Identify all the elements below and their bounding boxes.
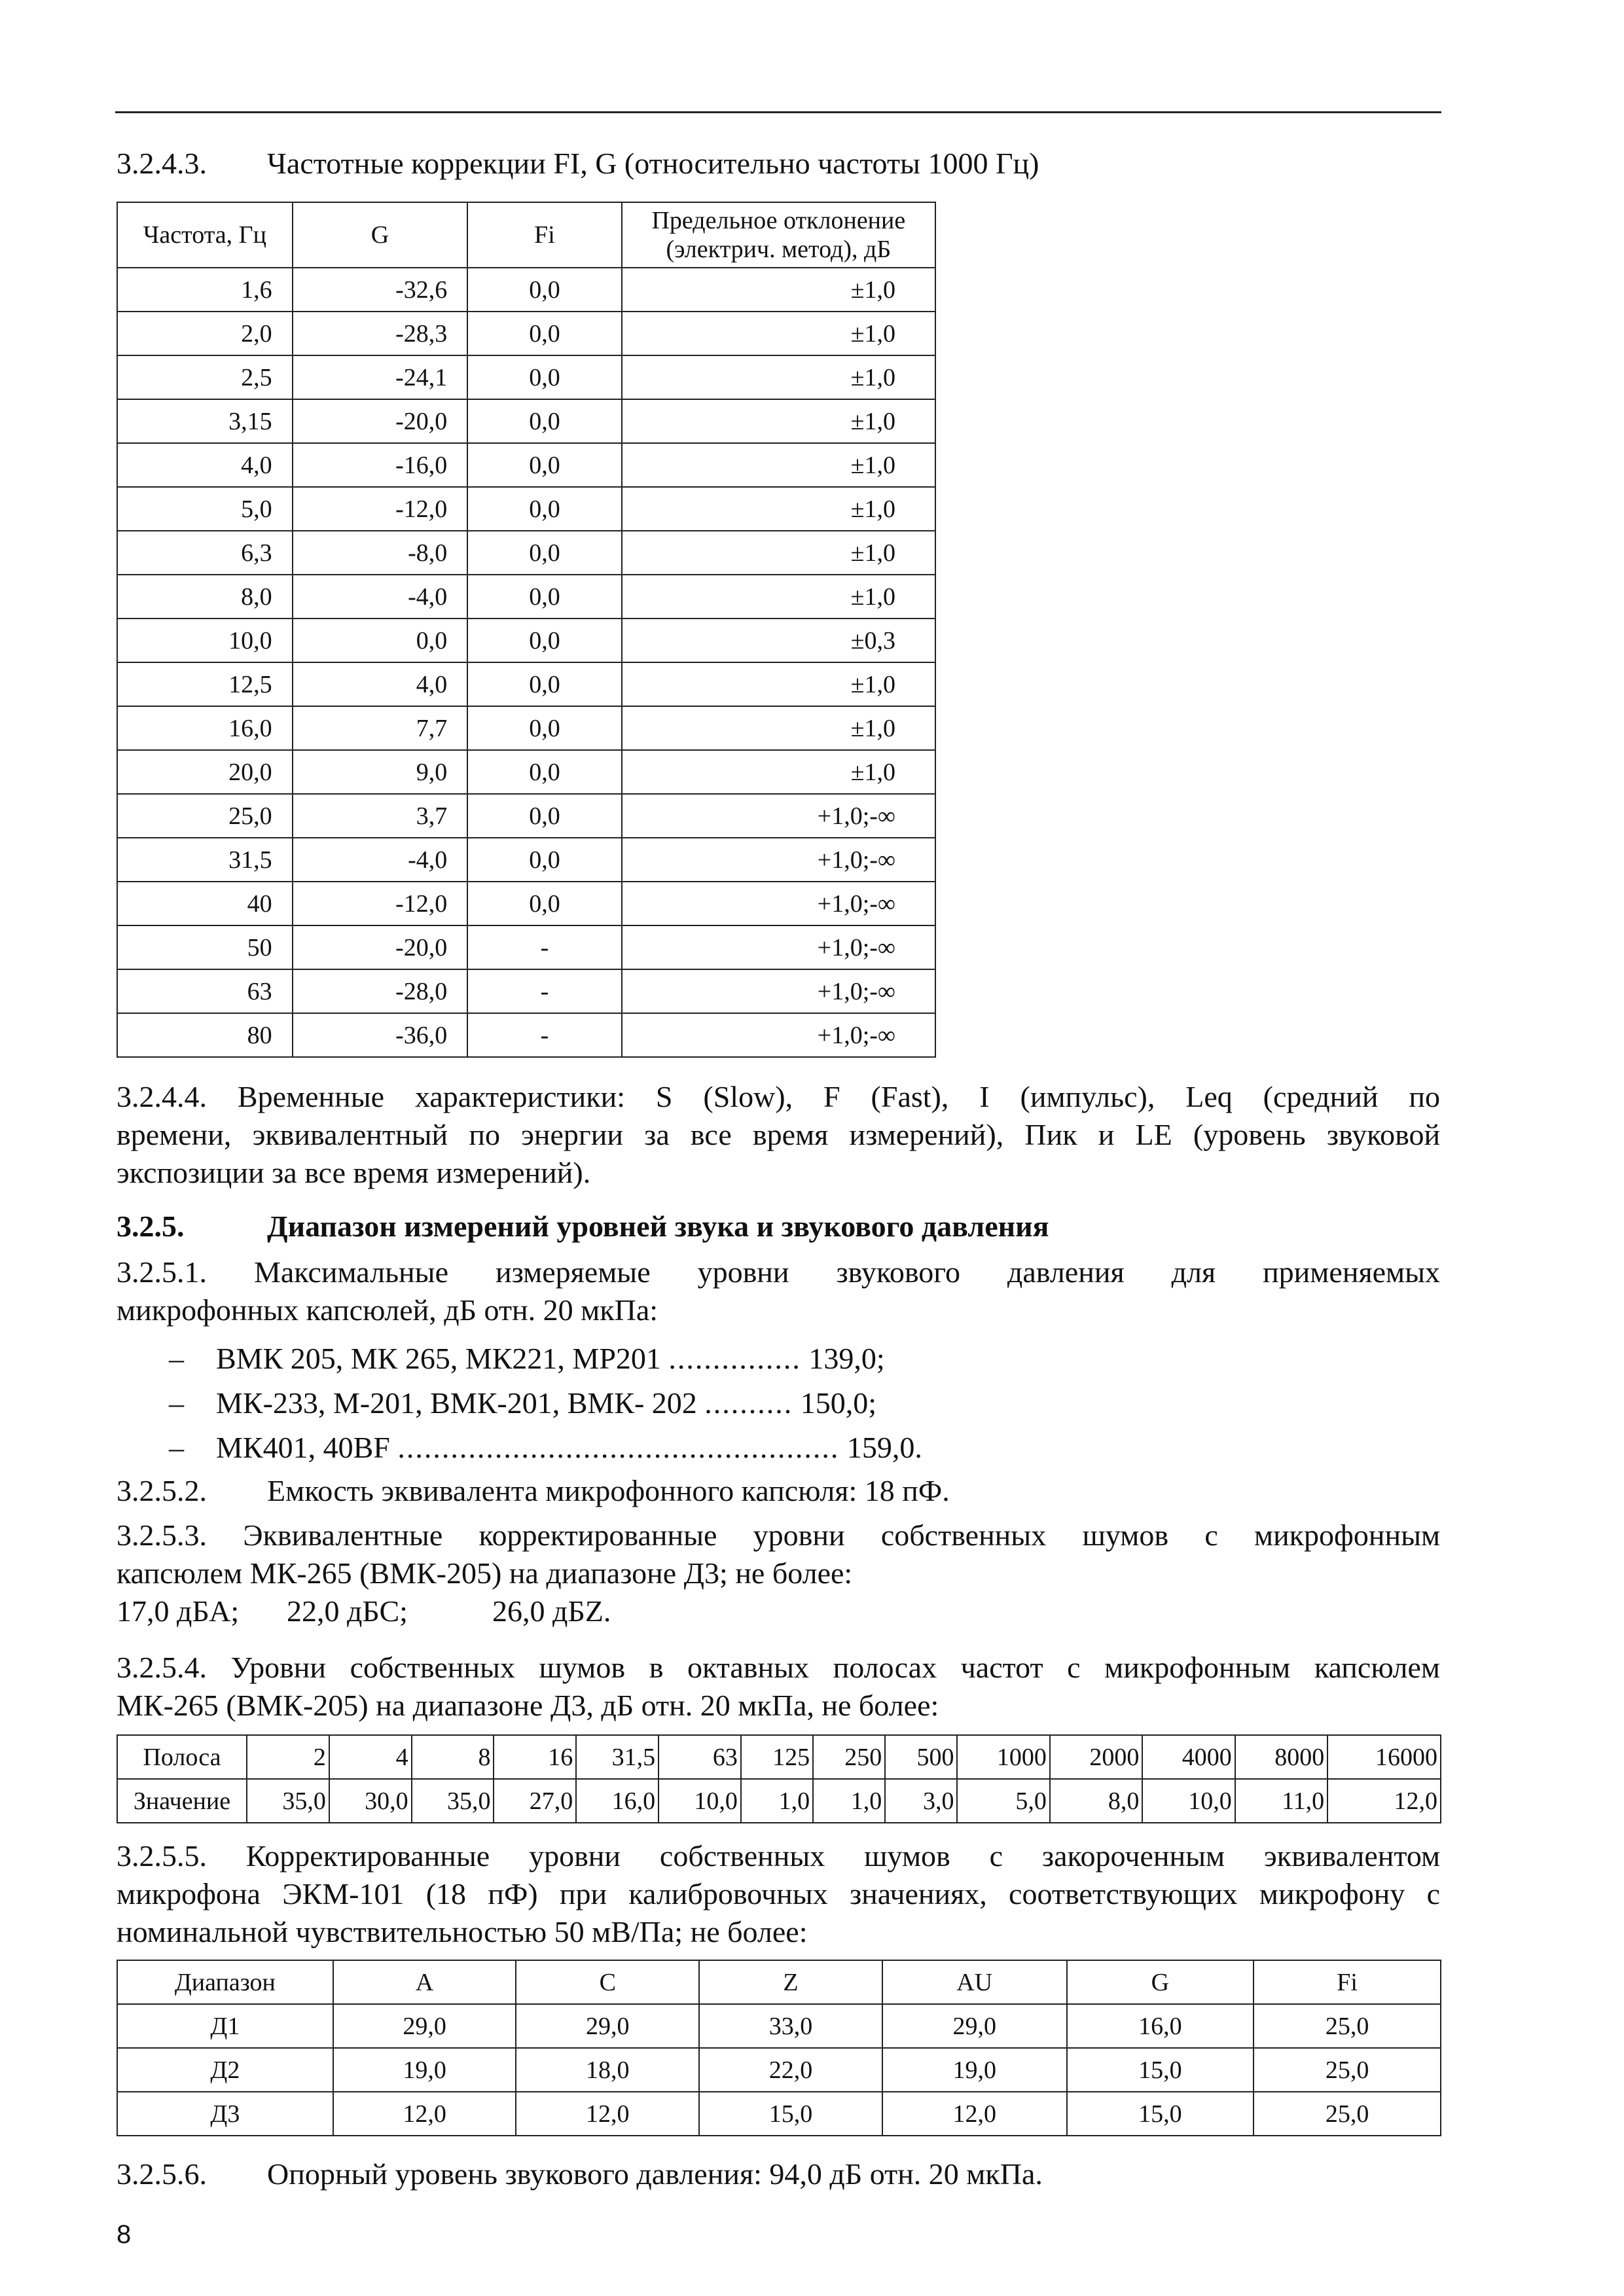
word: Корректированные xyxy=(245,1839,490,1873)
table-cell: 20,0 xyxy=(117,750,293,794)
table-cell: 35,0 xyxy=(247,1779,329,1823)
table-cell: 29,0 xyxy=(333,2004,516,2048)
table-cell: ±1,0 xyxy=(622,268,935,312)
word: микрофонным xyxy=(1104,1651,1291,1684)
table-cell: 16,0 xyxy=(1067,2004,1254,2048)
table-cell: 2000 xyxy=(1050,1735,1142,1779)
word: I xyxy=(979,1080,990,1113)
table-cell: - xyxy=(467,1013,622,1057)
table-row xyxy=(117,2092,1441,2136)
word: звукового xyxy=(836,1255,960,1289)
section-3-2-5-4-line2: МК-265 (ВМК-205) на диапазоне Д3, дБ отн. 20 мкПа, не более: xyxy=(117,1689,939,1722)
table-cell: 125 xyxy=(741,1735,813,1779)
word: с xyxy=(1204,1518,1218,1552)
table-cell: 250 xyxy=(813,1735,885,1779)
word: F xyxy=(823,1080,840,1113)
word: уровни xyxy=(529,1839,621,1873)
table-cell: 18,0 xyxy=(516,2048,699,2092)
table-cell: 16 xyxy=(494,1735,576,1779)
table-row xyxy=(117,619,935,662)
table-cell: 2 xyxy=(247,1735,329,1779)
table-cell: 19,0 xyxy=(333,2048,516,2092)
table-cell: 12,0 xyxy=(516,2092,699,2136)
word: Leq xyxy=(1185,1080,1233,1113)
table-cell: 0,0 xyxy=(467,575,622,619)
word: уровни xyxy=(697,1255,789,1289)
word: с xyxy=(1067,1651,1081,1684)
table-cell: 30,0 xyxy=(329,1779,412,1823)
table-row xyxy=(117,750,935,794)
table-cell: ±1,0 xyxy=(622,575,935,619)
section-3-2-5-4-line1 xyxy=(117,1649,1440,1686)
table-cell: 0,0 xyxy=(467,268,622,312)
table-cell: 7,7 xyxy=(293,706,468,750)
table-cell: +1,0;-∞ xyxy=(622,1013,935,1057)
table-cell: Д1 xyxy=(117,2004,333,2048)
section-3-2-5-3-line2: капсюлем МК-265 (ВМК-205) на диапазоне Д3; не более: xyxy=(117,1556,853,1590)
word: все xyxy=(690,1118,732,1151)
table-cell: -28,3 xyxy=(293,312,468,355)
table-cell: 1,6 xyxy=(117,268,293,312)
table-row xyxy=(117,355,935,399)
col-header-g: G xyxy=(293,202,468,268)
table-row xyxy=(117,312,935,355)
table-cell: 2,0 xyxy=(117,312,293,355)
table-cell: 33,0 xyxy=(699,2004,882,2048)
table-cell: ±1,0 xyxy=(622,355,935,399)
word: Максимальные xyxy=(253,1255,448,1289)
table-row xyxy=(117,969,935,1013)
table-cell: 19,0 xyxy=(882,2048,1067,2092)
table-cell: -4,0 xyxy=(293,838,468,882)
table-cell: 5,0 xyxy=(117,487,293,531)
col-header: Z xyxy=(699,1960,882,2004)
table-cell: 15,0 xyxy=(1067,2092,1254,2136)
table-cell: +1,0;-∞ xyxy=(622,925,935,969)
table-cell: -16,0 xyxy=(293,443,468,487)
table-cell: Д2 xyxy=(117,2048,333,2092)
word: 3.2.5.4. xyxy=(117,1651,207,1684)
table-row xyxy=(117,399,935,443)
table-cell: +1,0;-∞ xyxy=(622,838,935,882)
table-row xyxy=(117,1013,935,1057)
table-cell: -4,0 xyxy=(293,575,468,619)
table-cell: 16,0 xyxy=(576,1779,659,1823)
section-3-2-4-4-line1 xyxy=(117,1079,1440,1115)
table-cell: ±1,0 xyxy=(622,399,935,443)
table-cell: 500 xyxy=(885,1735,957,1779)
word: полосах xyxy=(833,1651,937,1684)
word: уровни xyxy=(753,1518,845,1552)
table-cell: 0,0 xyxy=(467,443,622,487)
table-header-row xyxy=(117,202,935,268)
row-label: Полоса xyxy=(117,1735,247,1779)
section-3-2-5-heading: 3.2.5. Диапазон измерений уровней звука и звукового давления xyxy=(117,1210,1049,1243)
word: измерений), xyxy=(849,1118,1004,1151)
table-cell: 9,0 xyxy=(293,750,468,794)
section-3-2-4-4-line2 xyxy=(117,1117,1440,1153)
word: (Slow), xyxy=(703,1080,793,1113)
col-header: AU xyxy=(882,1960,1067,2004)
word: микрофона xyxy=(117,1877,261,1910)
table-cell: 1,0 xyxy=(813,1779,885,1823)
table-cell: 25,0 xyxy=(1254,2004,1441,2048)
col-header-fi: Fi xyxy=(467,202,622,268)
col-header: C xyxy=(516,1960,699,2004)
table-cell: 0,0 xyxy=(467,487,622,531)
octave-noise-table xyxy=(117,1734,1441,1823)
table-cell: 6,3 xyxy=(117,531,293,575)
table-cell: ±1,0 xyxy=(622,706,935,750)
table-cell: 3,7 xyxy=(293,794,468,838)
word: с xyxy=(1426,1877,1441,1910)
word: Эквивалентные xyxy=(243,1518,443,1552)
table-cell: 63 xyxy=(659,1735,741,1779)
word: собственных xyxy=(350,1651,515,1684)
table-cell: 27,0 xyxy=(494,1779,576,1823)
table-cell: 25,0 xyxy=(117,794,293,838)
word: шумов xyxy=(864,1839,950,1873)
word: соответствующих xyxy=(1009,1877,1238,1910)
table-cell: +1,0;-∞ xyxy=(622,882,935,925)
word: 3.2.5.1. xyxy=(117,1255,207,1289)
word: октавных xyxy=(687,1651,810,1684)
section-3-2-5-6: 3.2.5.6. Опорный уровень звукового давления: 94,0 дБ отн. 20 мкПа. xyxy=(117,2157,1043,2191)
section-3-2-5-5-line1 xyxy=(117,1838,1440,1874)
table-row xyxy=(117,794,935,838)
word: (18 xyxy=(425,1877,467,1910)
word: в xyxy=(649,1651,664,1684)
table-row xyxy=(117,838,935,882)
table-row xyxy=(117,268,935,312)
section-3-2-5-3-values: 17,0 дБА; 22,0 дБС; 26,0 дБZ. xyxy=(117,1594,611,1628)
table-row xyxy=(117,882,935,925)
word: 3.2.5.5. xyxy=(117,1839,207,1873)
table-cell: 16,0 xyxy=(117,706,293,750)
word: с xyxy=(989,1839,1003,1873)
table-cell: 50 xyxy=(117,925,293,969)
table-cell: ±1,0 xyxy=(622,662,935,706)
table-row xyxy=(117,662,935,706)
table-cell: 15,0 xyxy=(699,2092,882,2136)
table-cell: -36,0 xyxy=(293,1013,468,1057)
table-cell: 31,5 xyxy=(576,1735,659,1779)
table-cell: 15,0 xyxy=(1067,2048,1254,2092)
table-cell: 4000 xyxy=(1142,1735,1235,1779)
word: значениях, xyxy=(849,1877,987,1910)
word: Временные xyxy=(237,1080,385,1113)
table-cell: 1,0 xyxy=(741,1779,813,1823)
table-cell: 22,0 xyxy=(699,2048,882,2092)
col-header-deviation: Предельное отклонение (электрич. метод), дБ xyxy=(622,202,935,268)
word: за xyxy=(644,1118,670,1151)
word: времени, xyxy=(117,1118,232,1151)
section-3-2-5-3-line1 xyxy=(117,1517,1440,1554)
word: шумов xyxy=(1082,1518,1169,1552)
table-cell: 0,0 xyxy=(467,355,622,399)
table-row xyxy=(117,2048,1441,2092)
word: S xyxy=(655,1080,673,1113)
table-cell: 0,0 xyxy=(467,662,622,706)
word: собственных xyxy=(880,1518,1047,1552)
table-header-row xyxy=(117,1960,1441,2004)
table-cell: ±1,0 xyxy=(622,443,935,487)
table-cell: ±1,0 xyxy=(622,487,935,531)
row-label: Значение xyxy=(117,1779,247,1823)
table-row xyxy=(117,925,935,969)
table-cell: 29,0 xyxy=(882,2004,1067,2048)
col-header: Диапазон xyxy=(117,1960,333,2004)
shorted-noise-table xyxy=(117,1960,1441,2136)
word: частот xyxy=(960,1651,1043,1684)
table-cell: 80 xyxy=(117,1013,293,1057)
page-number: 8 xyxy=(117,2220,132,2249)
list-item: – МК401, 40BF .................................................. 159,0. xyxy=(169,1431,922,1464)
word: измеряемые xyxy=(495,1255,651,1289)
table-cell: -8,0 xyxy=(293,531,468,575)
table-cell: ±1,0 xyxy=(622,312,935,355)
section-3-2-5-5-line2 xyxy=(117,1876,1440,1912)
table-cell: 8,0 xyxy=(117,575,293,619)
word: ЭКМ-101 xyxy=(282,1877,405,1910)
table-cell: 12,0 xyxy=(333,2092,516,2136)
word: звуковой xyxy=(1326,1118,1441,1151)
table-cell: 63 xyxy=(117,969,293,1013)
word: (средний xyxy=(1263,1080,1379,1113)
table-cell: 3,0 xyxy=(885,1779,957,1823)
word: 3.2.4.4. xyxy=(117,1080,207,1113)
table-cell: 25,0 xyxy=(1254,2092,1441,2136)
table-cell: 1000 xyxy=(957,1735,1049,1779)
table-cell: 0,0 xyxy=(467,619,622,662)
table-cell: 16000 xyxy=(1327,1735,1441,1779)
col-header: G xyxy=(1067,1960,1254,2004)
word: эквивалентом xyxy=(1264,1839,1441,1873)
word: (уровень xyxy=(1193,1118,1306,1151)
header-rule xyxy=(115,111,1441,113)
word: капсюлем xyxy=(1314,1651,1441,1684)
table-cell: 10,0 xyxy=(117,619,293,662)
section-3-2-5-2: 3.2.5.2. Емкость эквивалента микрофонного капсюля: 18 пФ. xyxy=(117,1474,950,1507)
table-cell: 10,0 xyxy=(659,1779,741,1823)
table-cell: ±1,0 xyxy=(622,531,935,575)
table-cell: 0,0 xyxy=(467,838,622,882)
table-cell: -20,0 xyxy=(293,925,468,969)
table-row xyxy=(117,531,935,575)
table-cell: -24,1 xyxy=(293,355,468,399)
table-row xyxy=(117,2004,1441,2048)
table-row xyxy=(117,1735,1441,1779)
word: время xyxy=(752,1118,829,1151)
table-cell: -12,0 xyxy=(293,487,468,531)
col-header-frequency: Частота, Гц xyxy=(117,202,293,268)
table-cell: 0,0 xyxy=(467,750,622,794)
table-cell: 4 xyxy=(329,1735,412,1779)
table-cell: -28,0 xyxy=(293,969,468,1013)
table-cell: 4,0 xyxy=(117,443,293,487)
table-cell: 0,0 xyxy=(467,706,622,750)
table-cell: 5,0 xyxy=(957,1779,1049,1823)
table-cell: -20,0 xyxy=(293,399,468,443)
table-cell: 25,0 xyxy=(1254,2048,1441,2092)
word: и xyxy=(1098,1118,1115,1151)
table-cell: ±1,0 xyxy=(622,750,935,794)
list-item: – МК-233, М-201, ВМК-201, ВМК- 202 .......... 150,0; xyxy=(169,1386,877,1420)
table-cell: Д3 xyxy=(117,2092,333,2136)
word: LE xyxy=(1135,1118,1172,1151)
table-cell: 0,0 xyxy=(467,882,622,925)
word: при xyxy=(559,1877,607,1910)
section-3-2-4-4-line3: экспозиции за все время измерений). xyxy=(117,1156,591,1189)
table-cell: 31,5 xyxy=(117,838,293,882)
word: по xyxy=(1409,1080,1440,1113)
table-row xyxy=(117,443,935,487)
table-cell: 2,5 xyxy=(117,355,293,399)
table-row xyxy=(117,706,935,750)
table-cell: +1,0;-∞ xyxy=(622,794,935,838)
word: эквивалентный xyxy=(252,1118,448,1151)
table-cell: - xyxy=(467,925,622,969)
table-row xyxy=(117,487,935,531)
col-header: A xyxy=(333,1960,516,2004)
word: пФ) xyxy=(488,1877,538,1910)
table-cell: +1,0;-∞ xyxy=(622,969,935,1013)
section-3-2-5-5-line3: номинальной чувствительностью 50 мВ/Па; не более: xyxy=(117,1915,808,1948)
word: для xyxy=(1171,1255,1216,1289)
word: (Fast), xyxy=(871,1080,949,1113)
word: собственных xyxy=(659,1839,825,1873)
table-cell: 0,0 xyxy=(467,794,622,838)
table-row xyxy=(117,575,935,619)
table-cell: 0,0 xyxy=(293,619,468,662)
section-3-2-5-1-line1 xyxy=(117,1254,1440,1291)
word: микрофонным xyxy=(1254,1518,1441,1552)
word: закороченным xyxy=(1041,1839,1225,1873)
section-3-2-5-1-line2: микрофонных капсюлей, дБ отн. 20 мкПа: xyxy=(117,1293,659,1327)
word: калибровочных xyxy=(628,1877,828,1910)
word: по xyxy=(469,1118,500,1151)
table-cell: 29,0 xyxy=(516,2004,699,2048)
section-3-2-4-3: 3.2.4.3. Частотные коррекции FI, G (относительно частоты 1000 Гц) xyxy=(117,147,1039,180)
table-cell: 12,0 xyxy=(882,2092,1067,2136)
table-cell: -12,0 xyxy=(293,882,468,925)
table-cell: 0,0 xyxy=(467,531,622,575)
table-cell: 0,0 xyxy=(467,399,622,443)
col-header: Fi xyxy=(1254,1960,1441,2004)
table-cell: 3,15 xyxy=(117,399,293,443)
word: микрофону xyxy=(1259,1877,1405,1910)
table-cell: 8000 xyxy=(1235,1735,1327,1779)
table-cell: - xyxy=(467,969,622,1013)
word: корректированные xyxy=(478,1518,717,1552)
table-cell: 35,0 xyxy=(412,1779,494,1823)
table-cell: 0,0 xyxy=(467,312,622,355)
word: энергии xyxy=(521,1118,623,1151)
word: давления xyxy=(1007,1255,1125,1289)
word: (импульс), xyxy=(1020,1080,1155,1113)
word: Уровни xyxy=(230,1651,327,1684)
list-item: – ВМК 205, МК 265, МК221, МР201 ............... 139,0; xyxy=(169,1342,885,1375)
table-cell: 40 xyxy=(117,882,293,925)
table-cell: 12,5 xyxy=(117,662,293,706)
word: шумов xyxy=(539,1651,626,1684)
table-cell: 11,0 xyxy=(1235,1779,1327,1823)
table-cell: 10,0 xyxy=(1142,1779,1235,1823)
table-row xyxy=(117,1779,1441,1823)
word: применяемых xyxy=(1263,1255,1441,1289)
table-cell: 4,0 xyxy=(293,662,468,706)
word: Пик xyxy=(1024,1118,1077,1151)
table-cell: 12,0 xyxy=(1327,1779,1441,1823)
table-cell: ±0,3 xyxy=(622,619,935,662)
frequency-correction-table xyxy=(117,202,936,1058)
table-cell: -32,6 xyxy=(293,268,468,312)
table-cell: 8 xyxy=(412,1735,494,1779)
table-cell: 8,0 xyxy=(1050,1779,1142,1823)
word: 3.2.5.3. xyxy=(117,1518,207,1552)
word: характеристики: xyxy=(415,1080,625,1113)
